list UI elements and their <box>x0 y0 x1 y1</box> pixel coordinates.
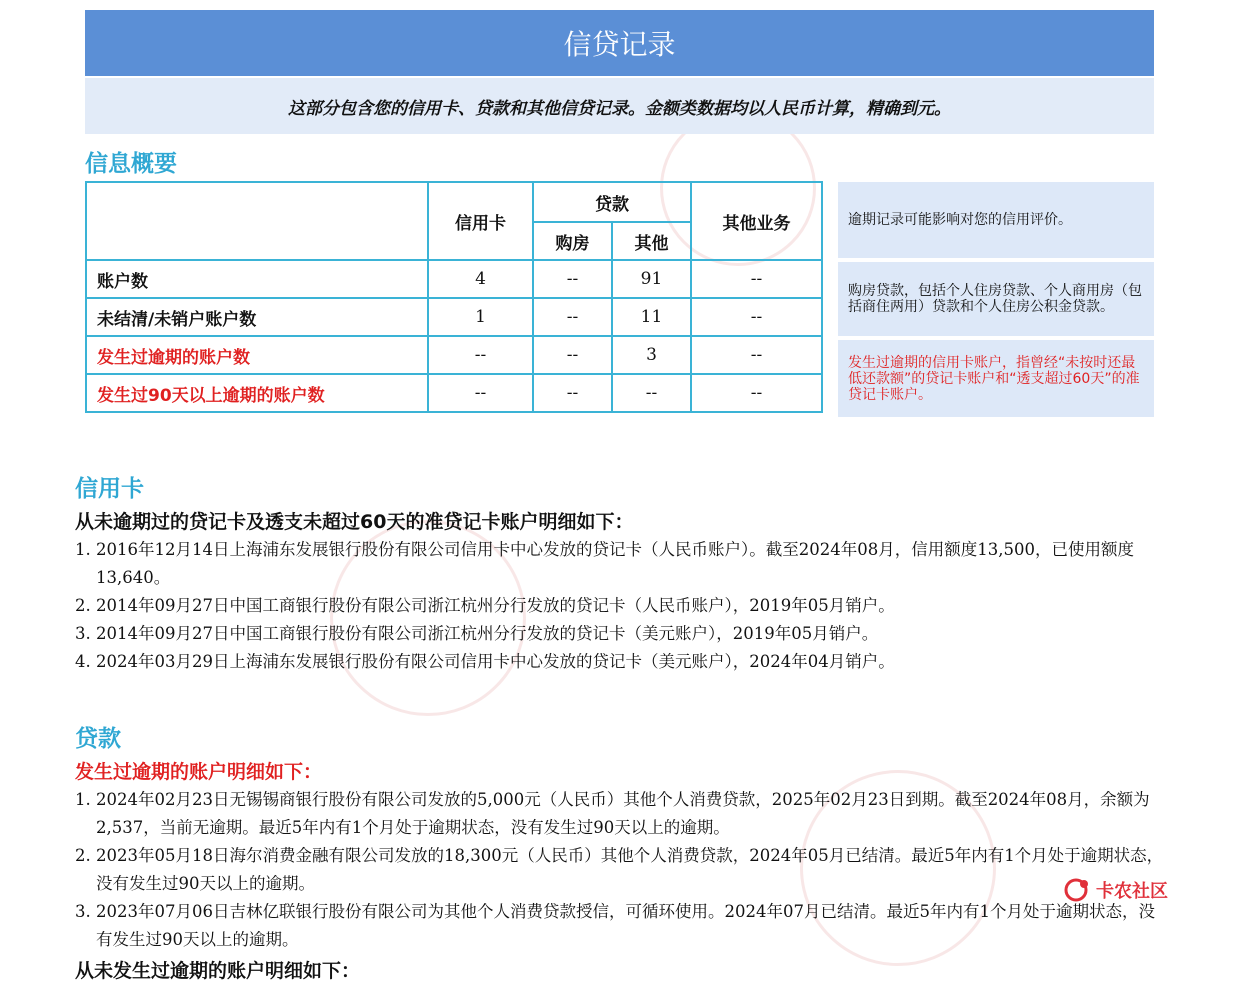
loan-list <box>75 786 1165 954</box>
cell-other: 3 <box>612 336 691 374</box>
community-label: 卡农社区 <box>1096 881 1168 902</box>
cell-other-business: -- <box>691 298 822 336</box>
section-title-bar <box>85 10 1154 76</box>
col-other-business: 其他业务 <box>691 182 822 260</box>
cell-housing: -- <box>533 298 612 336</box>
cell-other: 11 <box>612 298 691 336</box>
cell-credit-card: 1 <box>428 298 533 336</box>
page-title: 信贷记录 <box>563 28 676 61</box>
note-text: 购房贷款，包括个人住房贷款、个人商用房（包括商住两用）贷款和个人住房公积金贷款。 <box>848 283 1142 315</box>
credit-card-heading: 信用卡 <box>75 476 144 502</box>
row-label: 发生过90天以上逾期的账户数 <box>86 374 428 412</box>
note-overdue-definition <box>838 340 1154 417</box>
cell-other-business: -- <box>691 260 822 298</box>
table-corner-cell <box>86 182 428 260</box>
community-badge[interactable] <box>1062 875 1168 905</box>
list-item: 1. 2024年02月23日无锡锡商银行股份有限公司发放的5,000元（人民币）其他个人消费贷款，2025年02月23日到期。截至2024年08月，余额为2,537，当前无逾期。最近5年内有1个月处于逾期状态，没有发生过90天以上的逾期。 <box>75 790 1150 837</box>
cell-other-business: -- <box>691 374 822 412</box>
list-item: 2. 2023年05月18日海尔消费金融有限公司发放的18,300元（人民币）其他个人消费贷款，2024年05月已结清。最近5年内有1个月处于逾期状态，没有发生过90天以上的逾期。 <box>75 846 1164 893</box>
cell-housing: -- <box>533 260 612 298</box>
table-row <box>86 298 822 336</box>
loan-heading: 贷款 <box>75 726 121 752</box>
list-item: 3. 2023年07月06日吉林亿联银行股份有限公司为其他个人消费贷款授信，可循环使用。2024年07月已结清。最近5年内有1个月处于逾期状态，没有发生过90天以上的逾期。 <box>75 902 1155 949</box>
overview-heading: 信息概要 <box>85 151 177 177</box>
col-credit-card: 信用卡 <box>428 182 533 260</box>
loan-overdue-intro: 发生过逾期的账户明细如下： <box>75 761 323 783</box>
cell-other-business: -- <box>691 336 822 374</box>
note-overdue-impact <box>838 182 1154 258</box>
note-text: 发生过逾期的信用卡账户，指曾经“未按时还最低还款额”的贷记卡账户和“透支超过60天”的准贷记卡账户。 <box>848 354 1140 403</box>
row-label: 账户数 <box>86 260 428 298</box>
cell-other: -- <box>612 374 691 412</box>
cell-credit-card: -- <box>428 374 533 412</box>
section-subtitle-bar <box>85 78 1154 134</box>
row-label: 发生过逾期的账户数 <box>86 336 428 374</box>
table-row <box>86 336 822 374</box>
loan-no-overdue-intro: 从未发生过逾期的账户明细如下： <box>75 960 361 982</box>
list-item: 1. 2016年12月14日上海浦东发展银行股份有限公司信用卡中心发放的贷记卡（人民币账户）。截至2024年08月，信用额度13,500，已使用额度13,640。 <box>75 540 1134 587</box>
col-loan: 贷款 <box>533 182 691 222</box>
table-row <box>86 260 822 298</box>
cell-other: 91 <box>612 260 691 298</box>
page-subtitle: 这部分包含您的信用卡、贷款和其他信贷记录。金额类数据均以人民币计算，精确到元。 <box>288 98 951 119</box>
note-text: 逾期记录可能影响对您的信用评价。 <box>848 212 1072 228</box>
credit-card-intro: 从未逾期过的贷记卡及透支未超过60天的准贷记卡账户明细如下： <box>75 511 634 533</box>
row-label: 未结清/未销户账户数 <box>86 298 428 336</box>
cell-credit-card: 4 <box>428 260 533 298</box>
credit-card-list <box>75 536 1165 676</box>
col-other: 其他 <box>612 222 691 260</box>
note-housing-loan <box>838 262 1154 336</box>
overview-table <box>85 181 823 413</box>
table-row <box>86 374 822 412</box>
col-housing: 购房 <box>533 222 612 260</box>
community-logo-icon <box>1062 875 1092 905</box>
list-item: 2. 2014年09月27日中国工商银行股份有限公司浙江杭州分行发放的贷记卡（人民币账户），2019年05月销户。 <box>75 596 895 615</box>
cell-housing: -- <box>533 374 612 412</box>
cell-credit-card: -- <box>428 336 533 374</box>
list-item: 3. 2014年09月27日中国工商银行股份有限公司浙江杭州分行发放的贷记卡（美元账户），2019年05月销户。 <box>75 624 879 643</box>
cell-housing: -- <box>533 336 612 374</box>
list-item: 4. 2024年03月29日上海浦东发展银行股份有限公司信用卡中心发放的贷记卡（美元账户），2024年04月销户。 <box>75 652 895 671</box>
